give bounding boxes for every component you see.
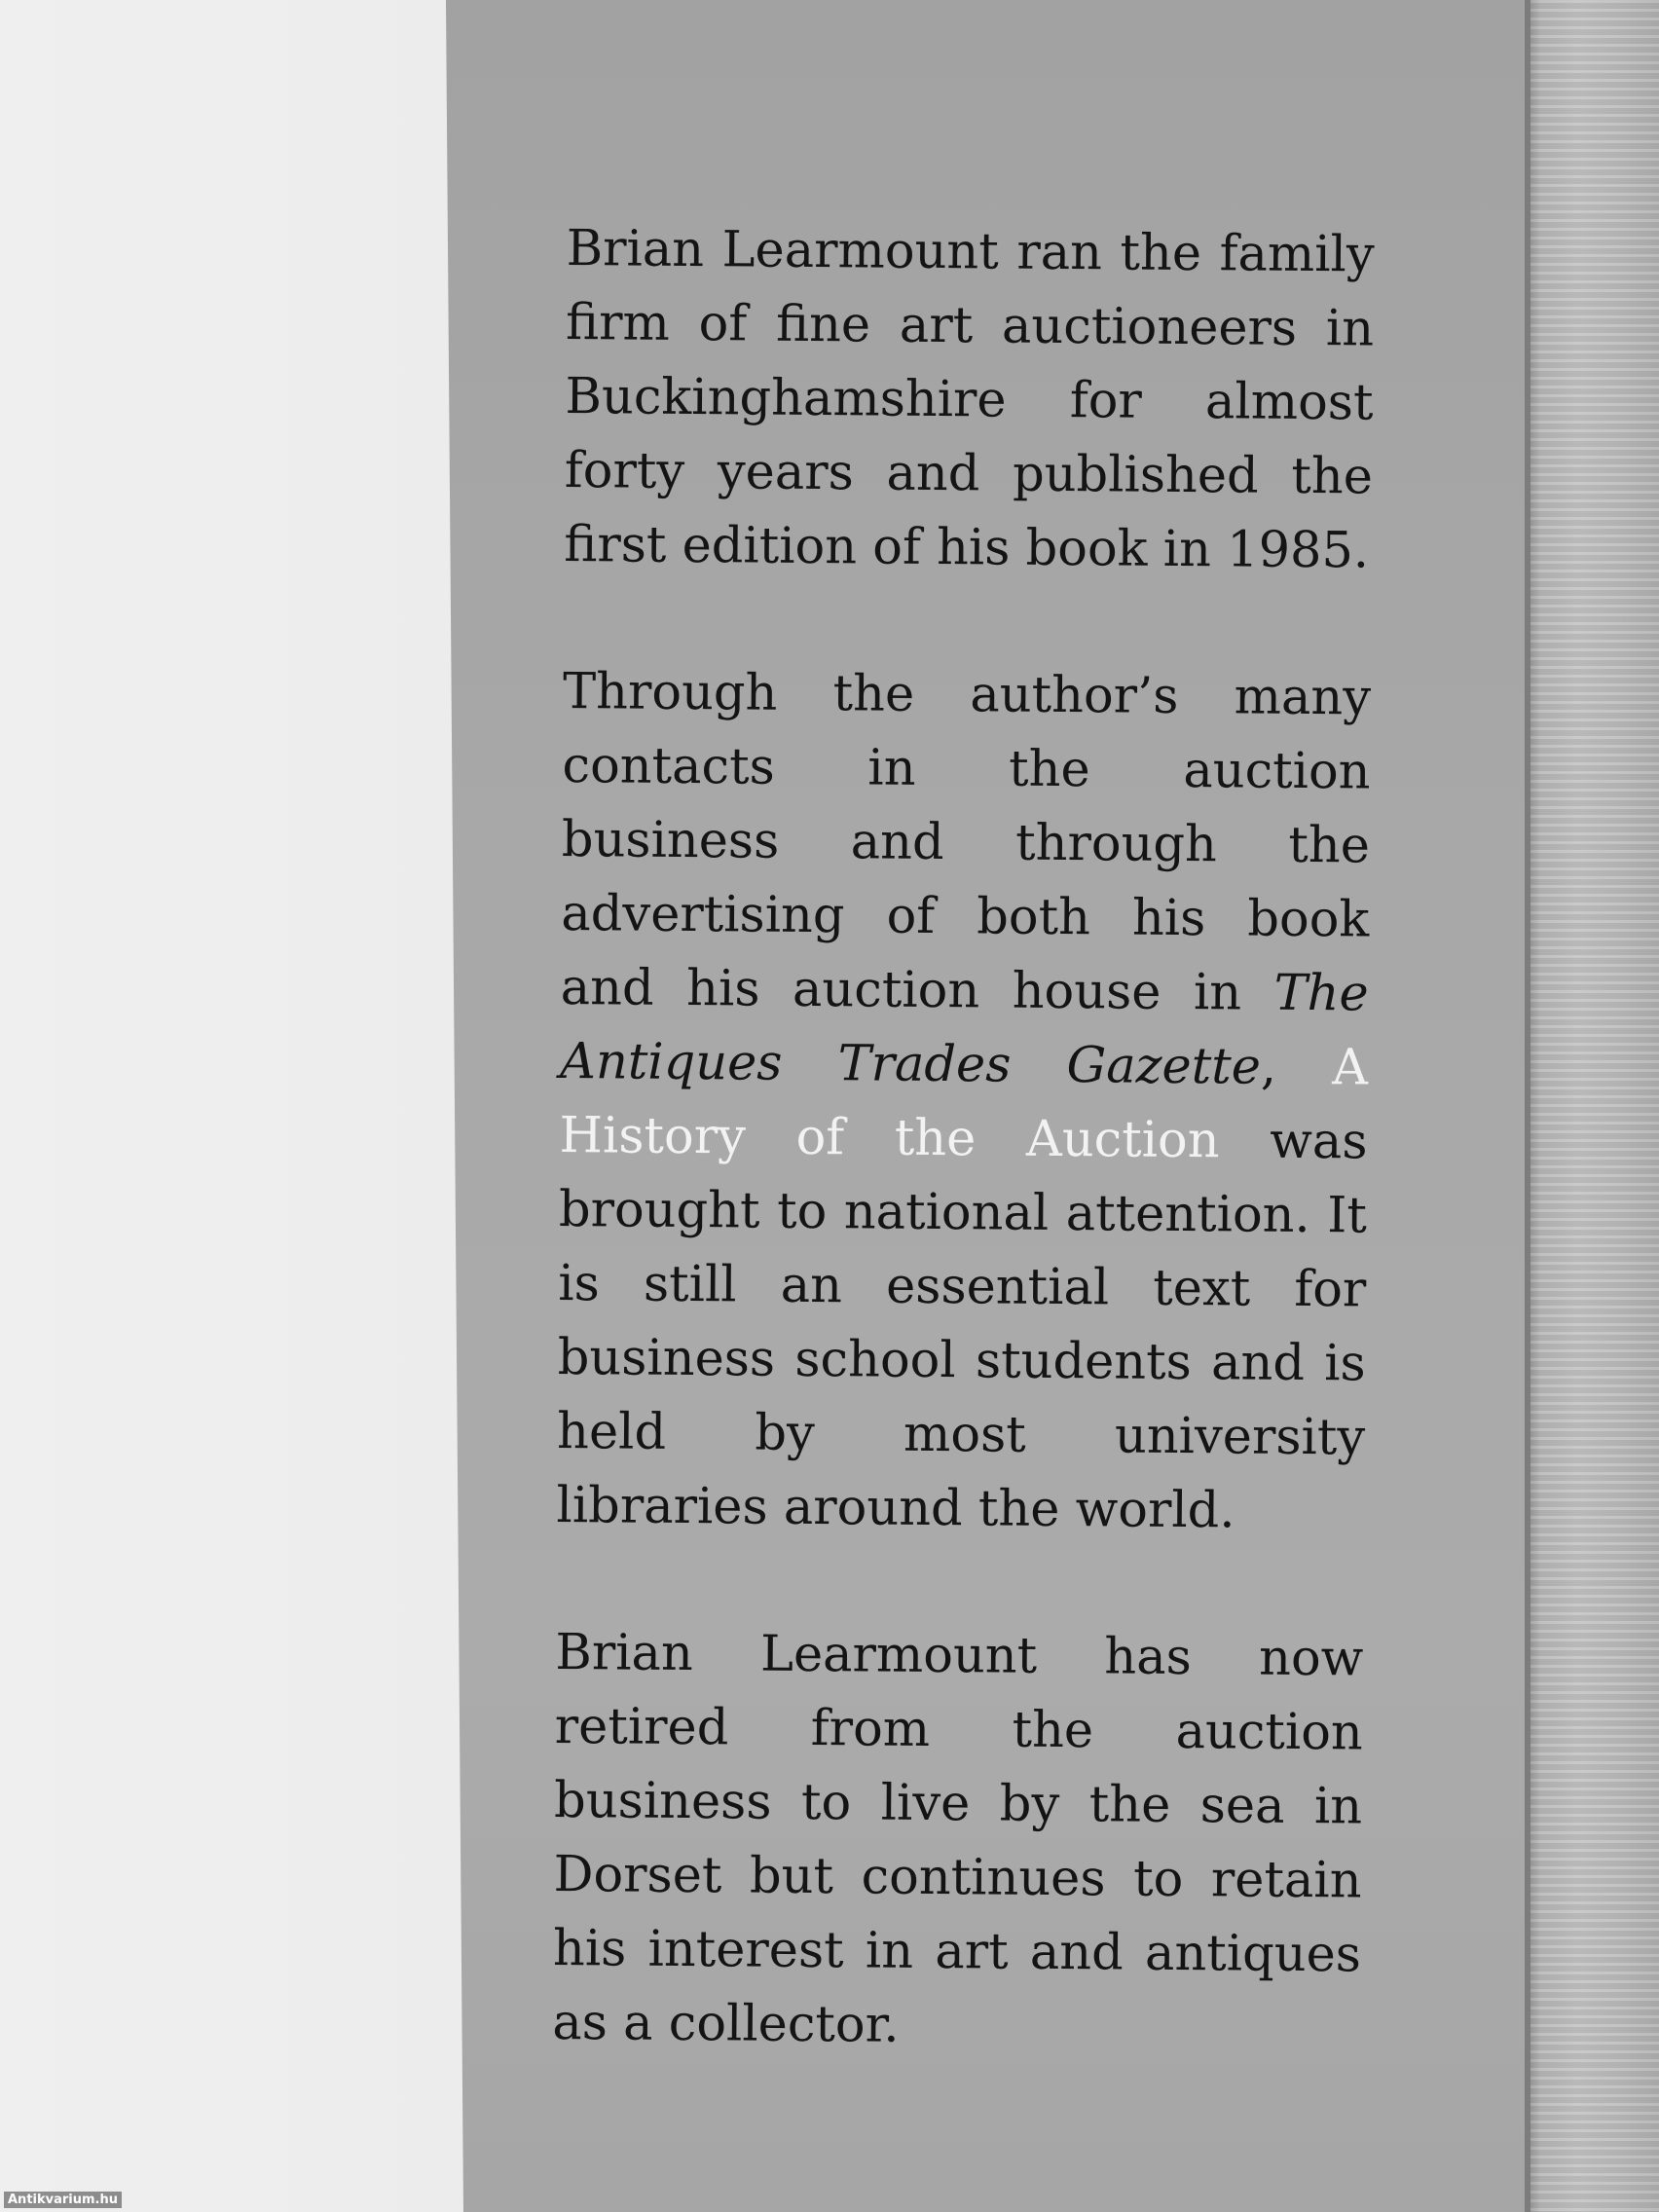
- spine-edge: [1525, 0, 1530, 2212]
- bio-paragraph-3: Brian Learmount has now retired from the auction business to live by the sea in Dorset but continues to retain his interest in art and antiques as a collector.: [552, 1623, 1364, 2054]
- bio-paragraph-2-end: was brought to national attention. It is still an essential text for business school students and is held by most university libraries around the world.: [556, 1112, 1368, 1540]
- bio-paragraph-1: Brian Learmount ran the family firm of fine art auctioneers in Buckinghamshire for almost forty years and published the first edition of his book in 1985.: [564, 219, 1375, 580]
- bio-paragraph-2: [556, 655, 1371, 1549]
- book-spine: [1525, 0, 1659, 2212]
- gazette-title: The Antiques Trades Gazette: [559, 964, 1369, 1096]
- bio-paragraph-2-start: Through the author’s many contacts in the auction business and through the advertising of both his book and his auction house in: [560, 662, 1372, 1022]
- watermark: Antikvarium.hu: [4, 2192, 122, 2208]
- book-title: A History of the Auction: [559, 1039, 1369, 1170]
- bio-comma: ,: [1260, 1038, 1333, 1097]
- author-bio: [552, 212, 1375, 2139]
